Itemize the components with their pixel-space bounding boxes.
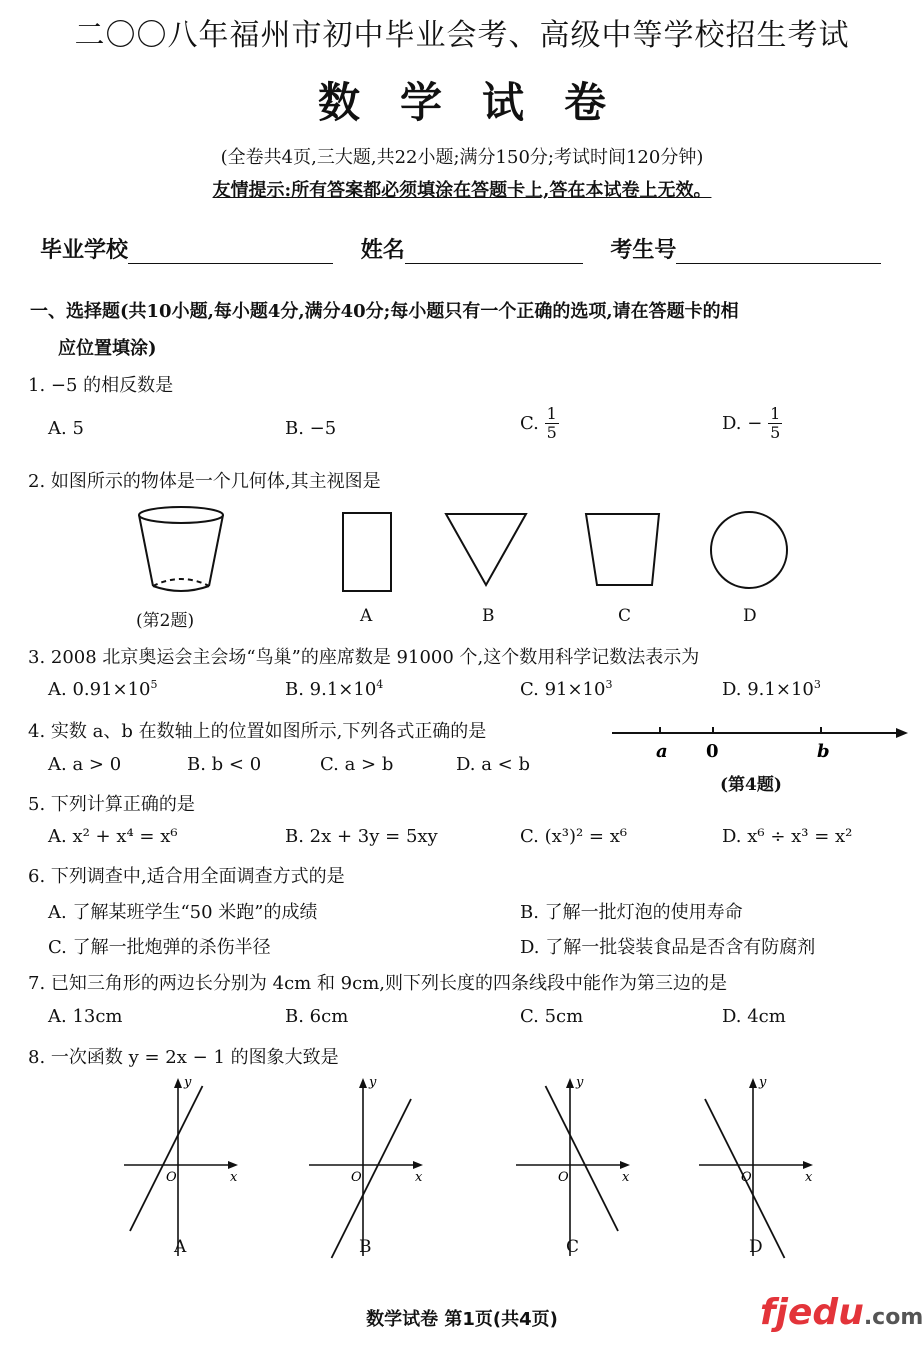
q4-figure-caption: (第4题) xyxy=(720,775,782,795)
exam-no-label: 考生号 xyxy=(610,238,677,263)
q6-option-d: D. 了解一批袋装食品是否含有防腐剂 xyxy=(520,937,816,958)
q6-option-a: A. 了解某班学生“50 米跑”的成绩 xyxy=(48,902,318,923)
q7-option-b: B. 6cm xyxy=(285,1006,349,1027)
y-axis-arrow xyxy=(174,1078,182,1088)
origin-label: O xyxy=(558,1170,569,1185)
x-axis-arrow xyxy=(803,1161,813,1169)
x-axis-label: x xyxy=(230,1170,238,1185)
q2-stem: 2. 如图所示的物体是一个几何体,其主视图是 xyxy=(28,471,381,492)
q5-option-a: A. x² + x⁴ = x⁶ xyxy=(48,826,178,847)
exam-no-blank[interactable] xyxy=(676,243,881,264)
function-line xyxy=(130,1086,203,1231)
origin-label: O xyxy=(166,1170,177,1185)
q7-option-c: C. 5cm xyxy=(520,1006,584,1027)
q1-option-a: A. 5 xyxy=(48,418,84,439)
x-axis-arrow xyxy=(620,1161,630,1169)
subject-title: 数学试卷 xyxy=(317,78,646,127)
q3-option-c: C. $91\times 10^3$ xyxy=(520,678,613,700)
y-axis-label: y xyxy=(184,1075,192,1090)
graph-c xyxy=(512,1072,642,1262)
q4-option-d: D. a < b xyxy=(456,754,531,775)
origin-label: O xyxy=(351,1170,362,1185)
q4-option-b: B. b < 0 xyxy=(187,754,262,775)
function-line xyxy=(705,1099,785,1258)
q4-option-c: C. a > b xyxy=(320,754,394,775)
y-axis-arrow xyxy=(566,1078,574,1088)
x-axis-label: x xyxy=(415,1170,423,1185)
graph-label-b: B xyxy=(359,1237,372,1257)
section-title-cont: 应位置填涂) xyxy=(58,338,157,359)
q4-option-a: A. a > 0 xyxy=(48,754,122,775)
q3-option-b: B. $9.1\times 10^4$ xyxy=(285,678,384,700)
q2-label-b: B xyxy=(482,606,495,626)
axis-label-a: a xyxy=(656,741,668,762)
school-blank[interactable] xyxy=(128,243,333,264)
q1-option-b: B. −5 xyxy=(285,418,337,439)
graph-label-a: A xyxy=(174,1237,187,1257)
axis-label-0: 0 xyxy=(706,741,719,762)
q5-option-d: D. x⁶ ÷ x³ = x² xyxy=(722,826,853,847)
graph-a xyxy=(120,1072,250,1262)
q3-option-d: D. $9.1\times 10^3$ xyxy=(722,678,821,700)
cup-solid-figure xyxy=(139,507,223,591)
q8-stem: 8. 一次函数 y = 2x − 1 的图象大致是 xyxy=(28,1047,339,1068)
x-axis-arrow xyxy=(413,1161,423,1169)
exam-info: (全卷共4页,三大题,共22小题;满分150分;考试时间120分钟) xyxy=(220,147,704,168)
number-line-arrow xyxy=(896,728,908,738)
q2-label-d: D xyxy=(743,606,757,626)
school-label: 毕业学校 xyxy=(40,238,129,263)
exam-title: 二〇〇八年福州市初中毕业会考、高级中等学校招生考试 xyxy=(74,18,850,53)
y-axis-label: y xyxy=(369,1075,377,1090)
x-axis-arrow xyxy=(228,1161,238,1169)
candidate-fields xyxy=(40,233,881,264)
graph-label-d: D xyxy=(749,1237,763,1257)
page-footer: 数学试卷 第1页(共4页) xyxy=(366,1309,558,1330)
q4-stem: 4. 实数 a、b 在数轴上的位置如图所示,下列各式正确的是 xyxy=(28,721,487,742)
y-axis-arrow xyxy=(749,1078,757,1088)
x-axis-label: x xyxy=(622,1170,630,1185)
y-axis-label: y xyxy=(759,1075,767,1090)
q3-stem: 3. 2008 北京奥运会主会场“鸟巢”的座席数是 91000 个,这个数用科学记数法表示为 xyxy=(28,647,700,668)
y-axis-label: y xyxy=(576,1075,584,1090)
option-c-trapezoid xyxy=(586,514,659,585)
q5-option-b: B. 2x + 3y = 5xy xyxy=(285,826,438,847)
axis-label-b: b xyxy=(817,741,830,762)
q6-stem: 6. 下列调查中,适合用全面调查方式的是 xyxy=(28,866,345,887)
graph-label-c: C xyxy=(566,1237,580,1257)
option-d-circle xyxy=(711,512,787,588)
y-axis-arrow xyxy=(359,1078,367,1088)
q1-option-c: C. $\frac{1}{5}$ xyxy=(520,404,557,442)
section-title: 一、选择题(共10小题,每小题4分,满分40分;每小题只有一个正确的选项,请在答题卡的相 xyxy=(30,301,739,322)
function-line xyxy=(332,1099,412,1258)
q6-option-c: C. 了解一批炮弹的杀伤半径 xyxy=(48,937,271,958)
x-axis-label: x xyxy=(805,1170,813,1185)
origin-label: O xyxy=(741,1170,752,1185)
function-line xyxy=(546,1086,619,1231)
q7-option-a: A. 13cm xyxy=(48,1006,123,1027)
option-b-triangle xyxy=(446,514,526,585)
option-a-rectangle xyxy=(343,513,391,591)
q2-figure-caption: (第2题) xyxy=(136,611,195,631)
q5-stem: 5. 下列计算正确的是 xyxy=(28,794,195,815)
q2-label-a: A xyxy=(360,606,373,626)
q1-stem: 1. −5 的相反数是 xyxy=(28,375,174,396)
q7-stem: 7. 已知三角形的两边长分别为 4cm 和 9cm,则下列长度的四条线段中能作为第三边的是 xyxy=(28,973,727,994)
friendly-tip: 友情提示:所有答案都必须填涂在答题卡上,答在本试卷上无效。 xyxy=(212,180,712,201)
number-line xyxy=(608,715,918,765)
q3-option-a: A. $0.91\times 10^5$ xyxy=(48,678,158,700)
name-blank[interactable] xyxy=(405,243,583,264)
q2-label-c: C xyxy=(618,606,632,626)
q7-option-d: D. 4cm xyxy=(722,1006,786,1027)
name-label: 姓名 xyxy=(360,238,405,263)
graph-b xyxy=(305,1072,435,1262)
q5-option-c: C. (x³)² = x⁶ xyxy=(520,826,628,847)
q6-option-b: B. 了解一批灯泡的使用寿命 xyxy=(520,902,743,923)
graph-d xyxy=(695,1072,825,1262)
q1-option-d: D. − $\frac{1}{5}$ xyxy=(722,404,781,442)
fjedu-logo: fjedu.com xyxy=(760,1292,924,1333)
